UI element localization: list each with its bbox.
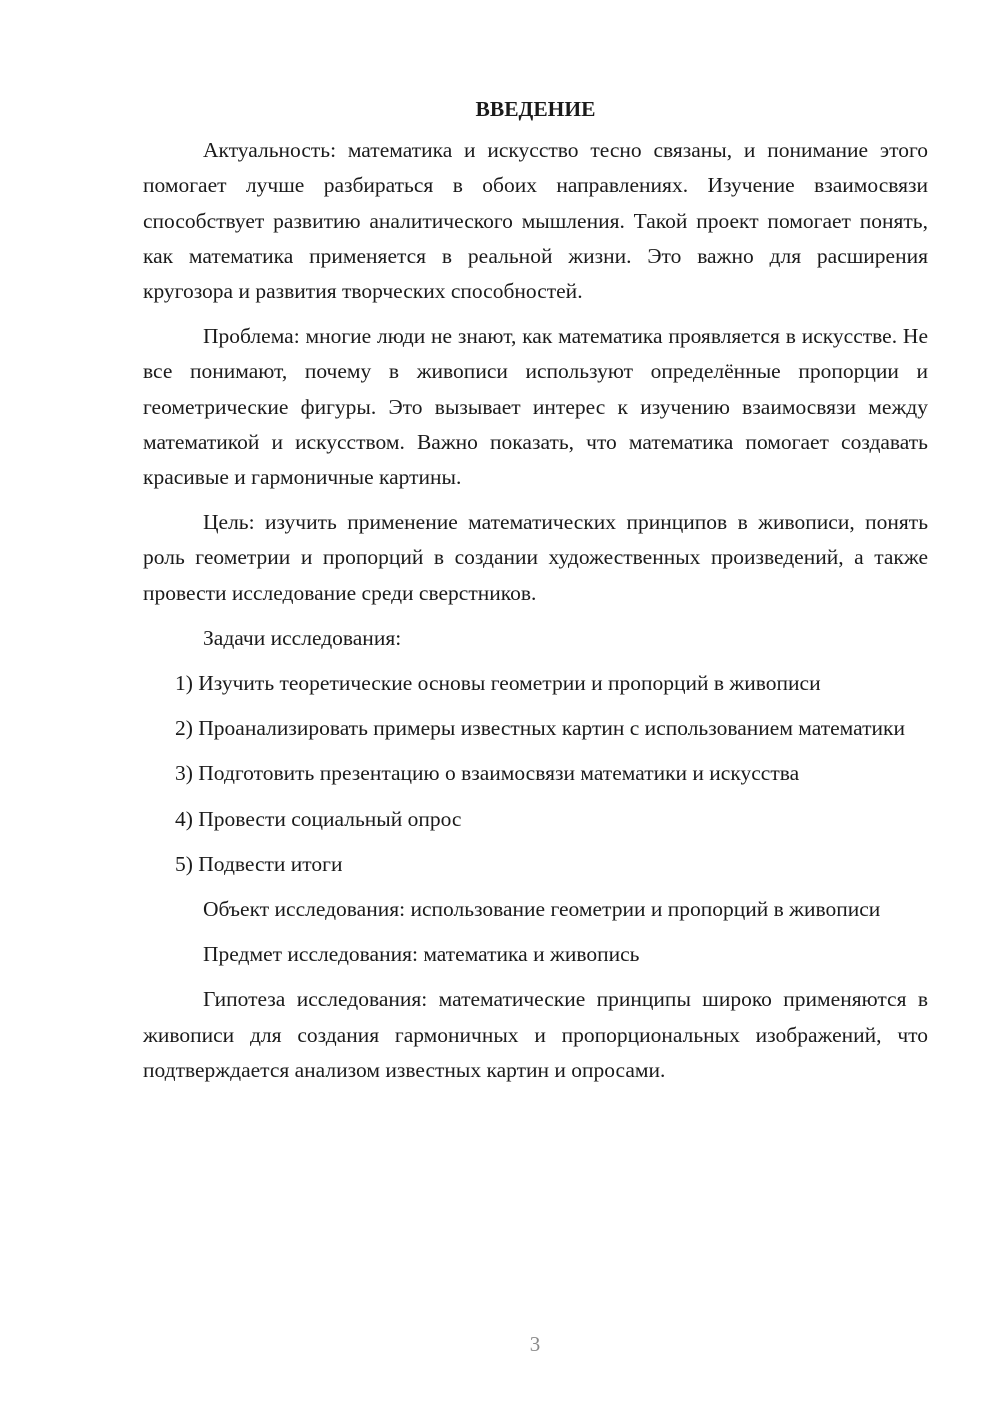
section-title: ВВЕДЕНИЕ (475, 97, 596, 121)
object-paragraph: Объект исследования: использование геометрии и пропорций в живописи (203, 897, 881, 922)
task-item-5: 5) Подвести итоги (175, 851, 343, 876)
relevance-paragraph: Актуальность: математика и искусство тесно связаны, и понимание этого помогает лучше разбираться в обоих направлениях. Изучение взаимосвязи способствует развитию аналитического мышления. Такой проект помогает понять, как математика применяется в реальной жизни. Это важно для расширения кругозора и развития творческих способностей. (143, 138, 928, 304)
document-page (143, 92, 928, 1098)
problem-paragraph: Проблема: многие люди не знают, как математика проявляется в искусстве. Не все понимают, почему в живописи используют определённые пропорции и геометрические фигуры. Это вызывает интерес к изучению взаимосвязи между математикой и искусством. Важно показать, что математика помогает создавать красивые и гармоничные картины. (143, 324, 928, 490)
task-item-3: 3) Подготовить презентацию о взаимосвязи математики и искусства (175, 761, 800, 786)
goal-paragraph: Цель: изучить применение математических принципов в живописи, понять роль геометрии и пропорций в создании художественных произведений, а также провести исследование среди сверстников. (143, 510, 928, 605)
page-number: 3 (529, 1332, 541, 1356)
hypothesis-paragraph: Гипотеза исследования: математические принципы широко применяются в живописи для создания гармоничных и пропорциональных изображений, что подтверждается анализом известных картин и опросами. (143, 987, 928, 1082)
subject-paragraph: Предмет исследования: математика и живопись (203, 942, 640, 967)
task-item-4: 4) Провести социальный опрос (175, 806, 462, 831)
tasks-heading: Задачи исследования: (203, 625, 402, 650)
task-item-1: 1) Изучить теоретические основы геометрии и пропорций в живописи (175, 671, 821, 696)
task-item-2: 2) Проанализировать примеры известных картин с использованием математики (175, 716, 905, 741)
